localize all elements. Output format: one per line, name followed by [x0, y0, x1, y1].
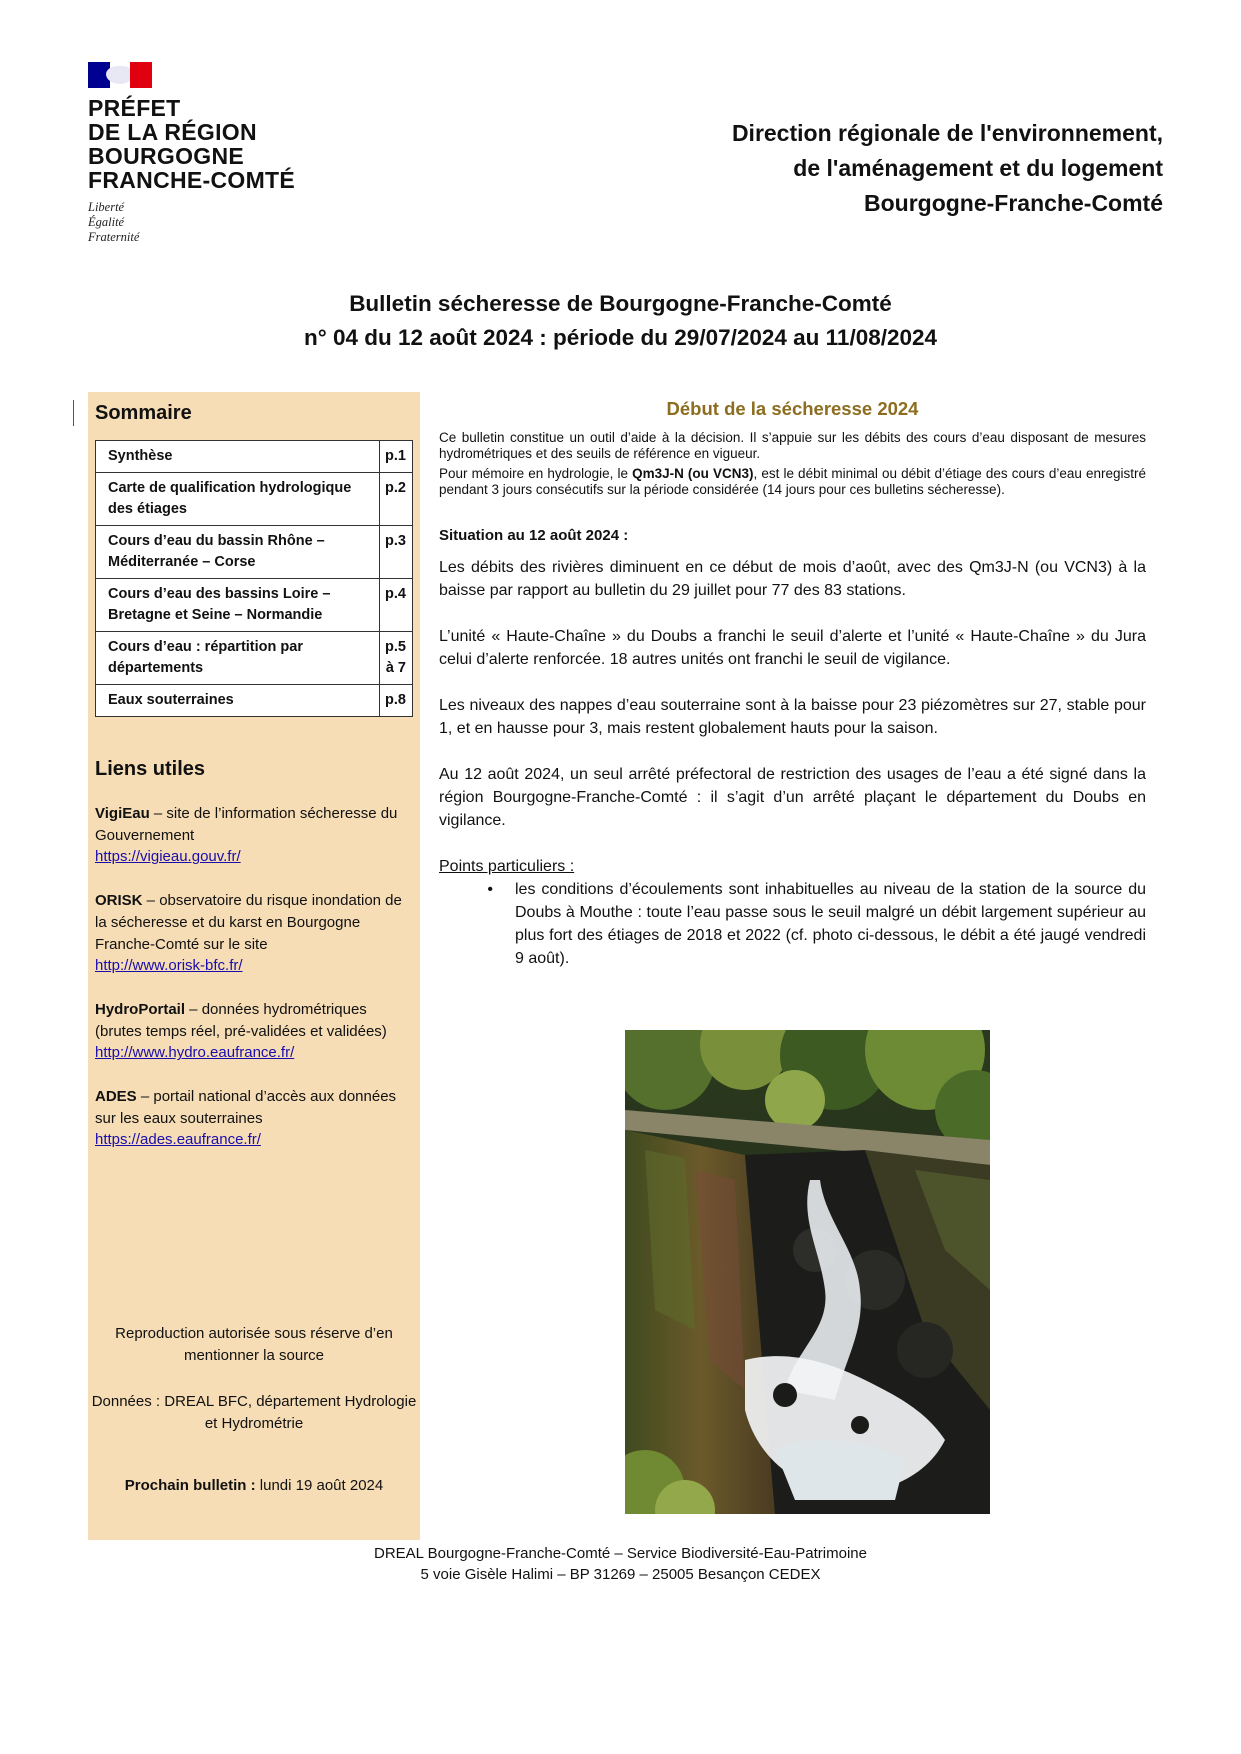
prefet-logo	[88, 62, 318, 245]
sommaire-title: Sommaire	[95, 402, 192, 424]
reproduction-note: Reproduction autorisée sous réserve d’en mentionner la source	[115, 1325, 393, 1364]
direction-line: Bourgogne-Franche-Comté	[864, 190, 1163, 216]
main-content	[439, 398, 1146, 970]
intro-definition	[439, 466, 1146, 497]
main-title: Début de la sécheresse 2024	[666, 398, 919, 419]
footer-line: DREAL Bourgogne-Franche-Comté – Service Biodiversité-Eau-Patrimoine	[374, 1545, 867, 1562]
footer-line: 5 voie Gisèle Halimi – BP 31269 – 25005 Besançon CEDEX	[420, 1566, 821, 1583]
bulletin-title-line: n° 04 du 12 août 2024 : période du 29/07/2024 au 11/08/2024	[303, 325, 938, 350]
republic-motto	[88, 200, 318, 245]
motto-line: Liberté	[88, 200, 125, 214]
link-description: – portail national d’accès aux données sur les eaux souterraines	[95, 1088, 397, 1127]
link-item	[95, 890, 417, 977]
sommaire-row	[96, 632, 413, 685]
intro-def-term: Qm3J-N (ou VCN3)	[632, 466, 754, 482]
bullet-item	[439, 878, 1146, 970]
bullet-icon: •	[487, 881, 493, 899]
link-url[interactable]: http://www.hydro.eaufrance.fr/	[95, 1044, 295, 1062]
sommaire-row	[96, 685, 413, 717]
sommaire-label: Cours d’eau du bassin Rhône – Méditerranée – Corse	[96, 526, 380, 579]
sommaire-row	[96, 526, 413, 579]
situation-paragraph: Les débits des rivières diminuent en ce début de mois d’août, avec des Qm3J-N (ou VCN3) à la baisse par rapport au bulletin du 29 juillet pour 77 des 83 stations.	[439, 559, 1146, 600]
sommaire-row	[96, 473, 413, 526]
link-item	[95, 803, 417, 868]
sommaire-label: Eaux souterraines	[96, 685, 380, 717]
bulletin-title-line: Bulletin sécheresse de Bourgogne-Franche-Comté	[349, 291, 892, 316]
bulletin-title	[0, 287, 1241, 355]
prochain-date: lundi 19 août 2024	[255, 1477, 384, 1494]
margin-mark	[73, 400, 74, 426]
situation-title: Situation au 12 août 2024 :	[439, 527, 629, 545]
page-footer	[0, 1543, 1241, 1585]
link-name: ADES	[95, 1088, 137, 1106]
prefet-line: FRANCHE-COMTÉ	[88, 167, 296, 193]
situation-paragraph: Au 12 août 2024, un seul arrêté préfectoral de restriction des usages de l’eau a été signé dans la région Bourgogne-Franche-Comté : il s’agit d’un arrêté plaçant le département du Doubs en vigilance.	[439, 766, 1146, 830]
waterfall-illustration	[625, 1030, 990, 1514]
prochain-bulletin	[88, 1475, 420, 1497]
link-description: – site de l’information sécheresse du Gouvernement	[95, 805, 398, 844]
sommaire-page: p.8	[380, 685, 413, 717]
sommaire-row	[96, 441, 413, 473]
situation-paragraph: Les niveaux des nappes d’eau souterraine sont à la baisse pour 23 piézomètres sur 27, stable pour 1, et en hausse pour 3, mais restent globalement hauts pour la saison.	[439, 697, 1146, 738]
link-description: – données hydrométriques (brutes temps réel, pré-validées et validées)	[95, 1000, 387, 1040]
intro-paragraph: Ce bulletin constitue un outil d’aide à la décision. Il s’appuie sur les débits des cours d’eau disposant de mesures hydrométriques et des seuils de référence en vigueur.	[439, 430, 1146, 461]
sommaire-label: Cours d’eau des bassins Loire – Bretagne et Seine – Normandie	[96, 579, 380, 632]
direction-header	[732, 116, 1163, 221]
direction-line: de l'aménagement et du logement	[793, 155, 1163, 181]
donnees-note: Données : DREAL BFC, département Hydrologie et Hydrométrie	[91, 1393, 417, 1432]
marianne-flag-icon	[88, 62, 152, 88]
motto-line: Égalité	[88, 215, 125, 229]
prefet-line: DE LA RÉGION	[88, 119, 257, 145]
link-name: HydroPortail	[95, 1000, 186, 1018]
sommaire-page: p.4	[380, 579, 413, 632]
sommaire-page: p.5 à 7	[380, 632, 413, 685]
sommaire-label: Cours d’eau : répartition par départements	[96, 632, 380, 685]
link-name: VigiEau	[95, 805, 150, 822]
sommaire-row	[96, 579, 413, 632]
link-description: – observatoire du risque inondation de la sécheresse et du karst en Bourgogne Franche-Comté sur le site	[95, 892, 402, 953]
liens-title: Liens utiles	[95, 758, 206, 780]
sommaire-page: p.1	[380, 441, 413, 473]
motto-line: Fraternité	[88, 230, 140, 244]
prefet-line: BOURGOGNE	[88, 143, 245, 169]
links-list	[95, 803, 417, 1173]
sommaire-label: Carte de qualification hydrologique des étiages	[96, 473, 380, 526]
sommaire-page: p.3	[380, 526, 413, 579]
sidebar	[88, 392, 420, 1540]
sommaire-label: Synthèse	[96, 441, 380, 473]
sommaire-page: p.2	[380, 473, 413, 526]
link-item	[95, 999, 417, 1064]
link-item	[95, 1086, 417, 1151]
sommaire-table	[95, 440, 413, 717]
situation-paragraph: L’unité « Haute-Chaîne » du Doubs a franchi le seuil d’alerte et l’unité « Haute-Chaîne » du Jura celui d’alerte renforcée. 18 autres unités ont franchi le seuil de vigilance.	[439, 628, 1146, 669]
intro-def-before: Pour mémoire en hydrologie, le	[439, 466, 633, 482]
points-title: Points particuliers :	[439, 858, 575, 876]
link-name: ORISK	[95, 892, 143, 910]
source-doubs-photo	[625, 1030, 990, 1514]
bullet-text: les conditions d’écoulements sont inhabituelles au niveau de la station de la source du Doubs à Mouthe : toute l’eau passe sous le seuil malgré un débit largement supérieur au plus fort des étiages de 2018 et 2022 (cf. photo ci-dessous, le débit a été jaugé vendredi 9 août).	[515, 881, 1146, 968]
direction-line: Direction régionale de l'environnement,	[731, 120, 1163, 146]
link-url[interactable]: http://www.orisk-bfc.fr/	[95, 957, 243, 975]
prefet-title	[88, 96, 318, 192]
link-url[interactable]: https://ades.eaufrance.fr/	[95, 1131, 261, 1149]
link-url[interactable]: https://vigieau.gouv.fr/	[95, 848, 241, 866]
prefet-line: PRÉFET	[88, 95, 181, 121]
intro-def-after: , est le débit minimal ou débit d’étiage des cours d’eau enregistré pendant 3 jours consécutifs sur la période considérée (14 jours pour ces bulletins sécheresse).	[439, 466, 1146, 497]
prochain-label: Prochain bulletin :	[124, 1477, 256, 1494]
